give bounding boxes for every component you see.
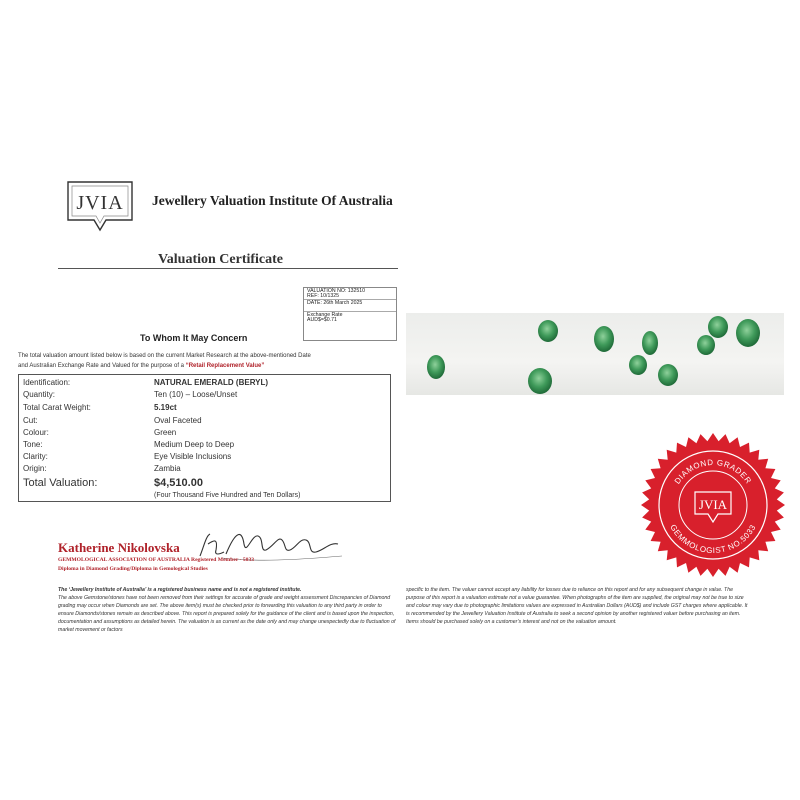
emerald-stone (642, 331, 658, 355)
emerald-stone (427, 355, 445, 379)
disclaimer-left (58, 586, 396, 634)
valuation-purpose: “Retail Replacement Value” (185, 363, 265, 369)
emerald-stone (629, 355, 647, 375)
emerald-stone (594, 326, 614, 352)
quantity-label: Quantity: (23, 390, 56, 399)
gem-details-table (18, 374, 391, 502)
seal-center-text: JVIA (698, 497, 728, 512)
signer-diploma: Diploma in Diamond Grading/Diploma in Gemological Studies (58, 566, 208, 572)
title-divider (58, 268, 398, 269)
valuation-number: VALUATION NO: 132510 (307, 288, 366, 294)
emerald-stone (697, 335, 715, 355)
disclaimer-left-text: The above Gemstone/stones have not been removed from their settings for accurate of grade and weight assessment Discrepancies of Diamond grading may occur when Diamonds are set. The above item(s) must be checked prior to forwarding this valuation to any third party in order to ensure Diamonds/stones remain as described above. This report is prepared solely for the guidance of the client and is based upon the inspection, documentation and assumptions as detailed herein. The valuation is as current as the date only and may change unexpectedly due to fluctuation of market movement or factors (58, 595, 396, 633)
clarity-value: Eye Visible Inclusions (154, 452, 232, 461)
tone-value: Medium Deep to Deep (154, 440, 235, 449)
identification-value: NATURAL EMERALD (BERYL) (154, 378, 269, 387)
emerald-stone (658, 364, 678, 386)
emerald-stone (538, 320, 558, 342)
emerald-photo (406, 313, 784, 395)
quantity-value: Ten (10) – Loose/Unset (154, 390, 238, 399)
intro-paragraph (18, 351, 398, 371)
total-valuation-label: Total Valuation: (23, 477, 98, 489)
total-valuation-value: $4,510.00 (154, 477, 203, 489)
disclaimer-lead: The ‘Jewellery Institute of Australia’ is a registered business name and is not a registered institute. (58, 587, 302, 593)
salutation: To Whom It May Concern (140, 333, 248, 343)
seal-bottom-text: GEMMOLOGIST NO.5033 (668, 522, 758, 556)
total-valuation-words: (Four Thousand Five Hundred and Ten Dollars) (154, 492, 301, 499)
signer-name: Katherine Nikolovska (58, 540, 180, 555)
exchange-rate-value: AUD$=$0.71 (307, 317, 337, 324)
intro-line-2: and Australian Exchange Rate and Valued for the purpose of a (18, 363, 185, 369)
certificate-title: Valuation Certificate (157, 252, 284, 267)
carat-value: 5.19ct (154, 403, 177, 412)
organisation-name: Jewellery Valuation Institute Of Australia (152, 193, 393, 208)
intro-line-1: The total valuation amount listed below is based on the current Market Research at the above-mentioned Date (18, 353, 311, 359)
emerald-stone (708, 316, 728, 338)
cut-value: Oval Faceted (154, 416, 202, 425)
cut-label: Cut: (23, 416, 38, 425)
origin-label: Origin: (23, 464, 47, 473)
colour-value: Green (154, 428, 177, 437)
reference-box (303, 287, 397, 341)
signer-association: GEMMOLOGICAL ASSOCIATION OF AUSTRALIA Registered Member - 5033 (58, 557, 255, 563)
colour-label: Colour: (23, 428, 49, 437)
origin-value: Zambia (154, 464, 181, 473)
diamond-grader-seal (640, 432, 786, 578)
jvia-logo (62, 176, 138, 236)
carat-label: Total Carat Weight: (23, 403, 91, 412)
exchange-rate-label: Exchange Rate (307, 312, 343, 318)
emerald-stone (736, 319, 760, 347)
disclaimer-right: specific to the item. The valuer cannot accept any liability for losses due to reliance on this report and for any subsequent change in value. The purpose of this report is a valuation estimate not a value guarantee. When photographs of the item are supplied, the original may not be true to size and colour may vary due to photographic limitations values are expressed in Australian Dollars (AUD$) and include GST charges where applicable. It is recommended by the Jewellery Valuation Institute of Australia to seek a second opinion by another registered valuer before purchasing an item. Items should be purchased solely on a customer’s interest and not on the valuation amount. (406, 587, 748, 625)
valuation-date: DATE: 26th March 2025 (307, 300, 363, 306)
emerald-stone (528, 368, 552, 394)
clarity-label: Clarity: (23, 452, 48, 461)
reference-number: REF: 10/1325 (307, 293, 340, 300)
logo-text: JVIA (76, 192, 124, 214)
identification-label: Identification: (23, 378, 71, 387)
tone-label: Tone: (23, 440, 43, 449)
seal-top-text: DIAMOND GRADER (672, 457, 754, 486)
